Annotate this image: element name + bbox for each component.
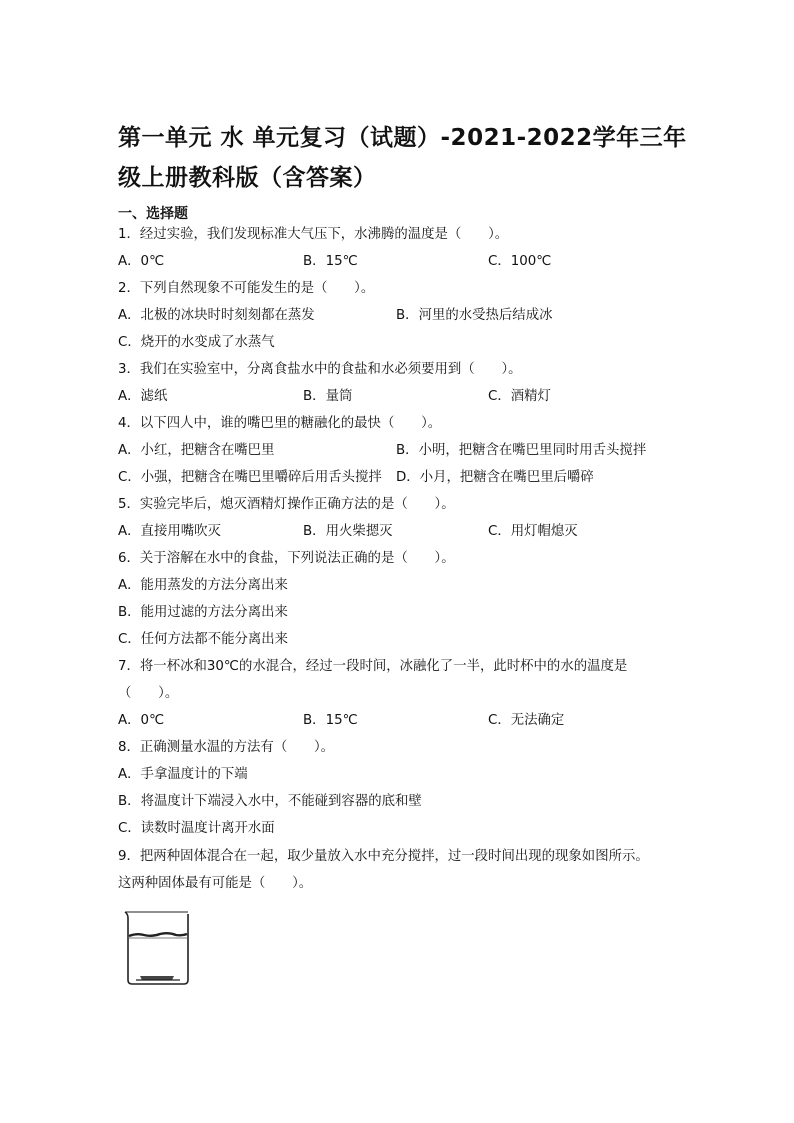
section-heading: 一、选择题	[118, 206, 188, 222]
question-5-option-b: B．用火柴摁灭	[303, 524, 393, 539]
question-2-option-b: B．河里的水受热后结成冰	[396, 308, 553, 323]
question-6-option-c: C．任何方法都不能分离出来	[118, 632, 289, 647]
question-7-option-a: A．0℃	[118, 713, 165, 728]
question-4-option-d: D．小月，把糖含在嘴巴里后嚼碎	[396, 470, 594, 485]
question-3-stem: 3．我们在实验室中，分离食盐水中的食盐和水必须要用到（ ）。	[118, 362, 522, 377]
question-9-stem-continued: 这两种固体最有可能是（ ）。	[118, 876, 313, 891]
question-1-option-a: A．0℃	[118, 254, 165, 269]
question-2-option-c: C．烧开的水变成了水蒸气	[118, 335, 275, 350]
question-8-option-a: A．手拿温度计的下端	[118, 767, 248, 782]
question-4-option-a: A．小红，把糖含在嘴巴里	[118, 443, 275, 458]
question-8-option-c: C．读数时温度计离开水面	[118, 821, 275, 836]
question-6-option-b: B．能用过滤的方法分离出来	[118, 605, 288, 620]
question-4-option-c: C．小强，把糖含在嘴巴里嚼碎后用舌头搅拌	[118, 470, 382, 485]
question-6-option-a: A．能用蒸发的方法分离出来	[118, 578, 288, 593]
question-3-option-a: A．滤纸	[118, 389, 168, 404]
question-5-stem: 5．实验完毕后，熄灭酒精灯操作正确方法的是（ ）。	[118, 497, 455, 512]
question-3-option-b: B．量筒	[303, 389, 353, 404]
document-title: 第一单元 水 单元复习（试题）-2021-2022学年三年级上册教科版（含答案）	[118, 125, 687, 191]
question-5-option-c: C．用灯帽熄灭	[488, 524, 578, 539]
question-8-option-b: B．将温度计下端浸入水中，不能碰到容器的底和壁	[118, 794, 422, 809]
question-2-stem: 2．下列自然现象不可能发生的是（ ）。	[118, 281, 375, 296]
question-8-stem: 8．正确测量水温的方法有（ ）。	[118, 740, 335, 755]
question-4-option-b: B．小明，把糖含在嘴巴里同时用舌头搅拌	[396, 443, 647, 458]
question-3-option-c: C．酒精灯	[488, 389, 551, 404]
question-5-option-a: A．直接用嘴吹灭	[118, 524, 221, 539]
question-2-option-a: A．北极的冰块时时刻刻都在蒸发	[118, 308, 315, 323]
question-9-stem: 9．把两种固体混合在一起，取少量放入水中充分搅拌，过一段时间出现的现象如图所示。	[118, 849, 649, 864]
question-7-stem: 7．将一杯冰和30℃的水混合，经过一段时间，冰融化了一半，此时杯中的水的温度是	[118, 659, 628, 674]
question-1-stem: 1．经过实验，我们发现标准大气压下，水沸腾的温度是（ ）。	[118, 227, 509, 242]
question-7-stem-continued: （ ）。	[118, 686, 179, 701]
question-6-stem: 6．关于溶解在水中的食盐，下列说法正确的是（ ）。	[118, 551, 455, 566]
question-7-option-b: B．15℃	[303, 713, 358, 728]
question-7-option-c: C．无法确定	[488, 713, 565, 728]
beaker-with-sediment-icon	[122, 910, 194, 986]
question-1-option-c: C．100℃	[488, 254, 552, 269]
question-4-stem: 4．以下四人中，谁的嘴巴里的糖融化的最快（ ）。	[118, 416, 442, 431]
question-1-option-b: B．15℃	[303, 254, 358, 269]
